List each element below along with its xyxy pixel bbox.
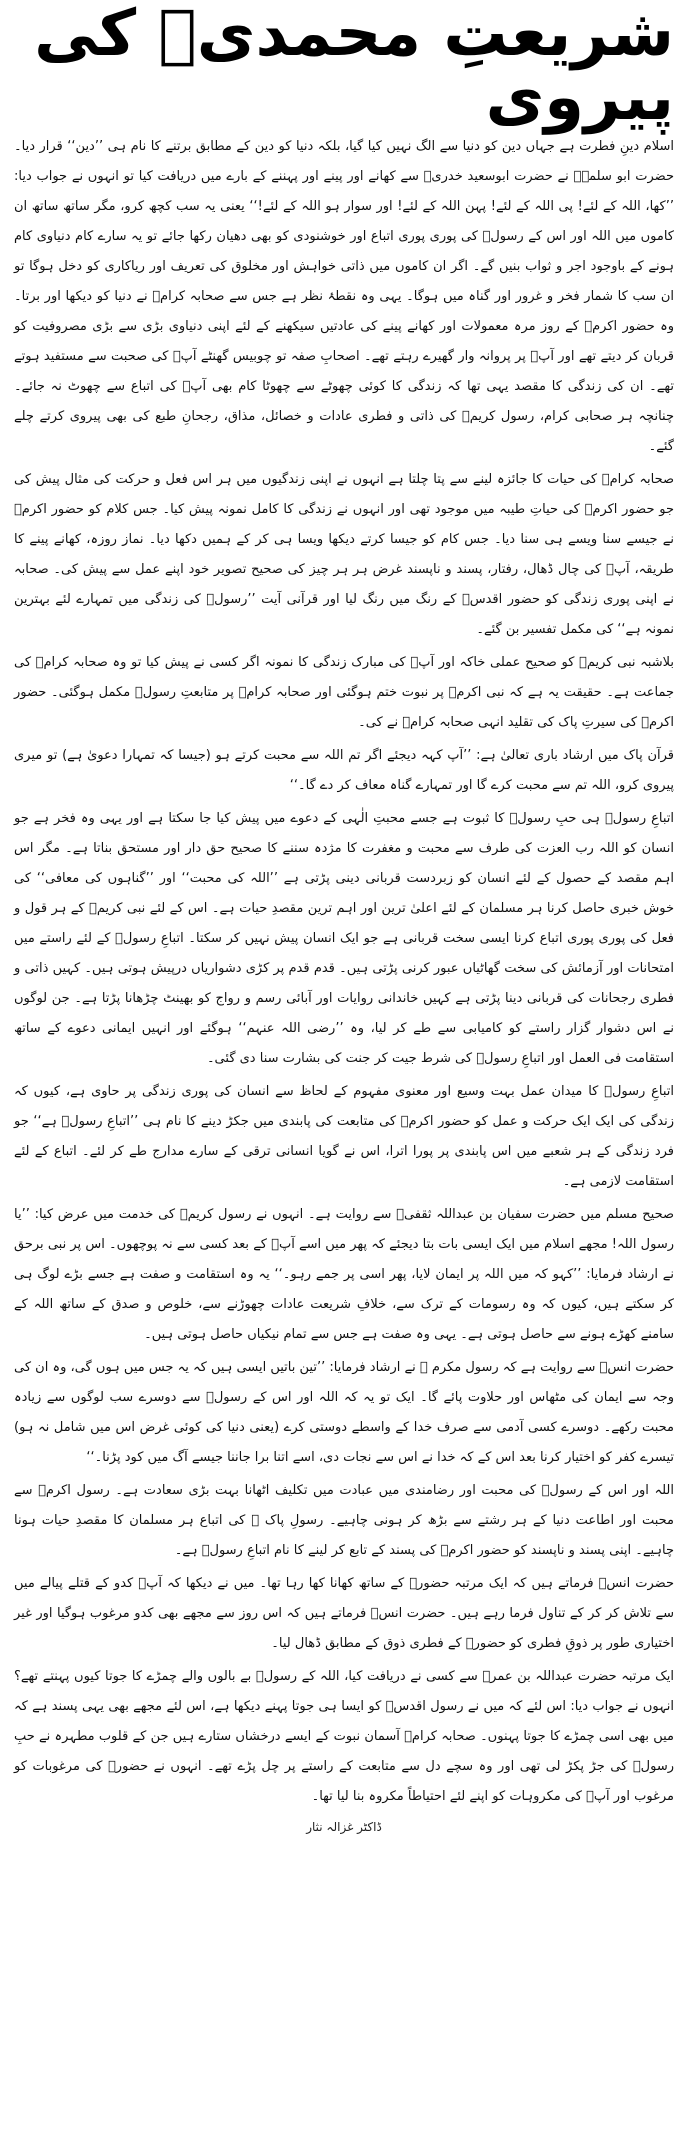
article-paragraph: قرآن پاک میں ارشاد باری تعالیٰ ہے: ’’آپ کہہ دیجئے اگر تم اللہ سے محبت کرتے ہو (جیسا کہ تمہارا دعویٰ ہے) تو میری پیروی کرو، اللہ تم سے محبت کرے گا اور تمہارے گناہ معاف کر دے گا۔‘‘ [14, 748, 674, 793]
article-paragraph: اسلام دینِ فطرت ہے جہاں دین کو دنیا سے الگ نہیں کیا گیا، بلکہ دنیا کو دین کے مطابق برتنے کا نام ہی ’’دین‘‘ قرار دیا۔ حضرت ابو سلمہؓ نے حضرت ابوسعید خدریؓ سے کھانے اور پینے اور پہننے کے بارے میں دریافت کیا تو انہوں نے جواب دیا: ’’کھا، اللہ کے لئے! پی اللہ کے لئے! پہن اللہ کے لئے! اور سوار ہو اللہ کے لئے!‘‘ یعنی یہ سب کچھ کرو، مگر ساتھ ساتھ ان کاموں میں اللہ اور اس کے رسولؐ کی پوری پوری اتباع اور خوشنودی کو بھی دھیان رکھا جائے تو یہ سارے کام دنیاوی کام ہونے کے باوجود اجر و ثواب بنیں گے۔ اگر ان کاموں میں ذاتی خواہش اور مخلوق کی تعریف اور ریاکاری کو دخل ہوگا تو ان سب کا شمار فخر و غرور اور گناہ میں ہوگا۔ یہی وہ نقطۂ نظر ہے جس سے صحابہ کرامؓ نے دنیا کو دیکھا اور برتا۔ وہ حضور اکرمؐ کے روز مرہ معمولات اور کھانے پینے کی عادتیں سیکھنے کے لئے اپنی دنیاوی بڑی سے بڑی مصروفیت کو قربان کر دیتے تھے اور آپؐ پر پروانہ وار گھیرے رہتے تھے۔ اصحابِ صفہ تو چوبیس گھنٹے آپؐ کی صحبت سے مستفید ہوتے تھے۔ ان کی زندگی کا مقصد یہی تھا کہ زندگی کا کوئی چھوٹے سے چھوٹا کام بھی آپؐ کی اتباع سے چھوٹ نہ جائے۔ چنانچہ ہر صحابی کرام، رسول کریمؐ کی ذاتی و فطری عادات و خصائل، مذاق، رجحانِ طبع کی بھی پیروی کرتے چلے گئے۔ [14, 139, 674, 454]
article-paragraph: صحیح مسلم میں حضرت سفیان بن عبداللہ ثقفیؓ سے روایت ہے۔ انہوں نے رسول کریمؐ کی خدمت میں عرض کیا: ’’یا رسول اللہ! مجھے اسلام میں ایک ایسی بات بتا دیجئے کہ پھر میں اسے آپؐ کے بعد کسی سے نہ پوچھوں۔ اس پر نبی برحق نے ارشاد فرمایا: ’’کہو کہ میں اللہ پر ایمان لایا، پھر اسی پر جمے رہو۔‘‘ یہ وہ استقامت و صفت ہے جسے بڑے لوگ ہی کر سکتے ہیں، کیوں کہ وہ رسومات کے ترک سے، خلافِ شریعت عادات چھوڑنے سے، خلوص و صدق کے ساتھ اللہ کے سامنے کھڑے ہونے سے حاصل ہوتی ہے۔ یہی وہ صفت ہے جس سے تمام نیکیاں حاصل ہوتی ہیں۔ [14, 1207, 674, 1342]
article-paragraph: بلاشبہ نبی کریمؐ کو صحیح عملی خاکہ اور آپؐ کی مبارک زندگی کا نمونہ اگر کسی نے پیش کیا تو وہ صحابہ کرامؓ کی جماعت ہے۔ حقیقت یہ ہے کہ نبی اکرمؐ پر نبوت ختم ہوگئی اور صحابہ کرامؓ پر متابعتِ رسولؐ مکمل ہوگئی۔ حضور اکرمؐ کی سیرتِ پاک کی تقلید انہی صحابہ کرامؓ نے کی۔ [14, 655, 674, 730]
article-body [14, 132, 674, 1812]
article-paragraph: ایک مرتبہ حضرت عبداللہ بن عمرؓ سے کسی نے دریافت کیا، اللہ کے رسولؐ بے بالوں والے چمڑے کا جوتا کیوں پہنتے تھے؟ انہوں نے جواب دیا: اس لئے کہ میں نے رسول اقدسؐ کو ایسا ہی جوتا پہنے دیکھا ہے، اس لئے مجھے بھی یہی پسند ہے کہ میں بھی اسی چمڑے کا جوتا پہنوں۔ صحابہ کرامؓ آسمان نبوت کے ایسے درخشاں ستارے ہیں جن کے قلوب مطہرہ نے حبِ رسولؐ کی جڑ پکڑ لی تھی اور وہ سچے دل سے متابعت کے راستے پر چل پڑے تھے۔ انہوں نے حضورؐ کی مرغوبات کو مرغوب اور آپؐ کی مکروہات کو اپنے لئے احتیاطاً مکروہ بنا لیا تھا۔ [14, 1669, 674, 1804]
article-paragraph: صحابہ کرامؓ کی حیات کا جائزہ لینے سے پتا چلتا ہے انہوں نے اپنی زندگیوں میں ہر اس فعل و حرکت کی مثال پیش کی جو حضور اکرمؐ کی حیاتِ طیبہ میں موجود تھی اور انہوں نے زندگی کا کامل نمونہ پیش کیا۔ جس کلام کو حضور اکرمؐ نے جیسے سنا ویسے ہی سنا دیا۔ جس کام کو جیسا کرتے دیکھا ویسا ہی کر کے ہمیں دکھا دیا۔ نماز روزہ، کھانے پینے کا طریقہ، آپؐ کی چال ڈھال، رفتار، پسند و ناپسند غرض ہر ہر چیز کی صحیح تصویر خود اپنے عمل سے پیش کی۔ صحابہ نے اپنی پوری زندگی کو حضور اقدسؐ کے رنگ میں رنگ لیا اور قرآنی آیت ’’رسولؐ کی زندگی میں تمہارے لئے بہترین نمونہ ہے‘‘ کی مکمل تفسیر بن گئے۔ [14, 472, 674, 637]
article-paragraph: حضرت انسؓ سے روایت ہے کہ رسول مکرم ﷺ نے ارشاد فرمایا: ’’تین باتیں ایسی ہیں کہ یہ جس میں ہوں گی، وہ ان کی وجہ سے ایمان کی مٹھاس اور حلاوت پائے گا۔ ایک تو یہ کہ اللہ اور اس کے رسولؐ سے دوسرے سب لوگوں سے زیادہ محبت رکھے۔ دوسرے کسی آدمی سے صرف خدا کے واسطے دوستی کرے (یعنی دنیا کی کوئی غرض اس میں شامل نہ ہو) تیسرے کفر کو اختیار کرنا بعد اس کے کہ خدا نے اس سے نجات دی، اسے اتنا برا جاننا جیسے آگ میں کود پڑنا۔‘‘ [14, 1360, 674, 1465]
headline [14, 0, 674, 135]
article-paragraph: اتباعِ رسولؐ کا میدان عمل بہت وسیع اور معنوی مفہوم کے لحاظ سے انسان کی پوری زندگی پر حاوی ہے، کیوں کہ زندگی کی ایک ایک حرکت و عمل کو حضور اکرمؐ کی متابعت کی پابندی میں جکڑ دینے کا نام ہی ’’اتباعِ رسولؐ ہے‘‘ جو فرد زندگی کے ہر شعبے میں اس پابندی پر پورا اترا، اس نے گویا انسانی ترقی کے سارے مدارج طے کر لئے۔ اتباع کے لئے استقامت لازمی ہے۔ [14, 1084, 674, 1189]
author-byline: ڈاکٹر غزالہ نثار [306, 1820, 382, 1834]
article-paragraph: اتباعِ رسولؐ ہی حبِ رسولؐ کا ثبوت ہے جسے محبتِ الٰہی کے دعوے میں پیش کیا جا سکتا ہے اور یہی وہ فخر ہے جو انسان کو اللہ رب العزت کی طرف سے محبت و مغفرت کا مژدہ سننے کا صحیح حق دار اور مستحق بناتا ہے۔ مگر اس اہم مقصد کے حصول کے لئے انسان کو زبردست قربانی دینی پڑتی ہے ’’اللہ کی محبت‘‘ اور ’’گناہوں کی معافی‘‘ کی خوش خبری حاصل کرنا ہر مسلمان کے لئے اعلیٰ ترین اور اہم ترین مقصدِ حیات ہے۔ اس کے لئے نبی کریمؐ کے ہر قول و فعل کی پوری پوری اتباع کرنا ایسی سخت قربانی ہے جو ایک انسان پیش نہیں کر سکتا۔ اتباعِ رسولؐ کے لئے راستے میں امتحانات اور آزمائش کی سخت گھاٹیاں عبور کرنی پڑتی ہیں۔ قدم قدم پر کڑی دشواریاں درپیش ہوتی ہیں۔ کہیں ذاتی و فطری رجحانات کی قربانی دینا پڑتی ہے کہیں خاندانی روایات اور آبائی رسم و رواج کو بھینٹ چڑھانا پڑتا ہے۔ جن لوگوں نے اس دشوار گزار راستے کو کامیابی سے طے کر لیا، وہ ’’رضی اللہ عنہم‘‘ ہوگئے اور انہیں ایمانی دعوے کے ساتھ استقامت فی العمل اور اتباعِ رسولؐ کی شرط جیت کر جنت کی بشارت سنا دی گئی۔ [14, 811, 674, 1066]
article-paragraph: حضرت انسؓ فرماتے ہیں کہ ایک مرتبہ حضورؐ کے ساتھ کھانا کھا رہا تھا۔ میں نے دیکھا کہ آپؐ کدو کے قتلے پیالے میں سے تلاش کر کر کے تناول فرما رہے ہیں۔ حضرت انسؓ فرماتے ہیں کہ اس روز سے مجھے بھی کدو مرغوب ہوگیا اور غیر اختیاری طور پر ذوقِ فطری کو حضورؐ کے فطری ذوق کے مطابق ڈھال لیا۔ [14, 1576, 674, 1651]
article-paragraph: اللہ اور اس کے رسولؐ کی محبت اور رضامندی میں عبادت میں تکلیف اٹھانا بہت بڑی سعادت ہے۔ رسول اکرمؐ سے محبت اور اطاعت دنیا کے ہر رشتے سے بڑھ کر ہونی چاہیے۔ رسولِ پاک ﷺ کی اتباع ہر مسلمان کا مقصدِ حیات ہونا چاہیے۔ اپنی پسند و ناپسند کو حضور اکرمؐ کی پسند کے تابع کر لینے کا نام اتباعِ رسولؐ ہے۔ [14, 1483, 674, 1558]
page-title: شریعتِ محمدیؐ کی پیروی [34, 0, 674, 135]
